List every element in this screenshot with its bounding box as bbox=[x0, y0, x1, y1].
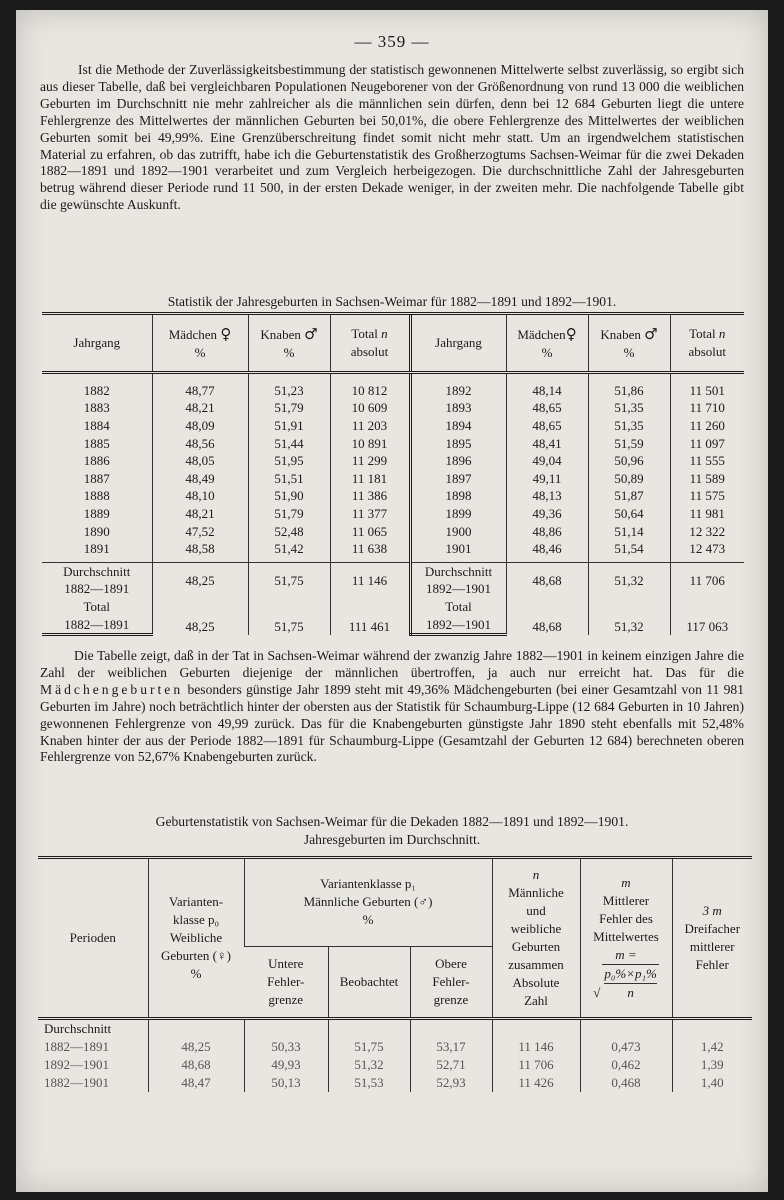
header-knaben-2: Knaben ♂ % bbox=[588, 314, 670, 373]
header-untere: Untere Fehler- grenze bbox=[244, 946, 328, 1018]
birth-statistics-table bbox=[42, 312, 744, 636]
header-n: n Männliche und weibliche Geburten zusammen Absolute Zahl bbox=[492, 858, 580, 1019]
table-row: 1882 48,77 51,23 10 812 1892 48,14 51,86 11 501 bbox=[42, 373, 744, 400]
table-row: 1888 48,10 51,90 11 386 1898 48,13 51,87 11 575 bbox=[42, 488, 744, 506]
table-row: 1886 48,05 51,95 11 299 1896 49,04 50,96 11 555 bbox=[42, 452, 744, 470]
female-symbol-icon: ♀ bbox=[565, 324, 577, 343]
table-row: 1884 48,09 51,91 11 203 1894 48,65 51,35 11 260 bbox=[42, 417, 744, 435]
paragraph-intro: Ist die Methode der Zuverlässigkeitsbestimmung der statistisch gewonnenen Mittelwerte selbst zuverlässig, so ergibt sich aus dieser Tabelle, daß bei vergleichbaren Populationen Neugeborener von der Größenordnung von rund 13 000 die weiblichen Geburten im Durchschnitt nie mehr zahlreicher als die männlichen sein dürfen, denn bei 12 684 Geburten liegt die untere Fehlergrenze des Mittelwertes der männlichen Geburten bei 50,01%, die obere Fehlergrenze des Mittelwertes der weiblichen Geburten somit bei 49,99%. Eine Grenzüberschreitung findet somit nicht mehr statt. Um an irgendwelchem statistischen Material zu erfahren, ob das zutrifft, habe ich die Geburtenstatistik des Großherzogtums Sachsen-Weimar für die zwei Dekaden 1882—1891 und 1892—1901 verarbeitet und zum Vergleich herbeigezogen. Die durchschnittliche Zahl der Jahresgeburten betrug während dieser Periode rund 11 500, in der ersten Dekade weniger, in der zweiten mehr. Die nachfolgende Tabelle gibt die gewünschte Auskunft. bbox=[40, 62, 744, 213]
table1-average-period-row: 1882—1891 1892—1901 bbox=[42, 581, 744, 599]
page-number: — 359 — bbox=[354, 32, 430, 51]
header-beobachtet: Beobachtet bbox=[328, 946, 410, 1018]
female-symbol-icon: ♀ bbox=[220, 324, 232, 343]
table2-caption: Geburtenstatistik von Sachsen-Weimar für die Dekaden 1882—1891 und 1892—1901. bbox=[155, 814, 629, 829]
table1-caption: Statistik der Jahresgeburten in Sachsen-Weimar für 1882—1891 und 1892—1901. bbox=[167, 294, 617, 309]
header-p1: Variantenklasse p₁ Männliche Geburten (♂) % bbox=[244, 858, 492, 947]
table2-subcaption: Jahresgeburten im Durchschnitt. bbox=[303, 832, 481, 847]
header-m: m Mittlerer Fehler des Mittelwertes m = √ $\frac{\text{p₀\%×p₁\%}}{n}$ bbox=[580, 858, 672, 1019]
table2-label-row: Durchschnitt bbox=[38, 1019, 752, 1039]
header-total: Total n absolut bbox=[330, 314, 410, 373]
table1-average-label-row: Durchschnitt 48,25 51,75 11 146 Durchschnitt 48,68 51,32 11 706 bbox=[42, 562, 744, 580]
table-row: 1882—1901 48,47 50,13 51,53 52,93 11 426 0,468 1,40 bbox=[38, 1074, 752, 1092]
table-row: 1891 48,58 51,42 11 638 1901 48,46 51,54 12 473 bbox=[42, 540, 744, 562]
table-row: 1887 48,49 51,51 11 181 1897 49,11 50,89 11 589 bbox=[42, 470, 744, 488]
table2-header-row bbox=[38, 858, 752, 947]
header-3m: 3 m Dreifacher mittlerer Fehler bbox=[672, 858, 752, 1019]
decade-statistics-table bbox=[38, 856, 752, 1092]
table-row: 1892—1901 48,68 49,93 51,32 52,71 11 706 0,462 1,39 bbox=[38, 1056, 752, 1074]
table-row: 1882—1891 48,25 50,33 51,75 53,17 11 146 0,473 1,42 bbox=[38, 1038, 752, 1056]
sqrt-formula: √ $\frac{\text{p₀\%×p₁\%}}{n}$ bbox=[593, 966, 657, 1000]
header-knaben: Knaben ♂ % bbox=[248, 314, 330, 373]
header-obere: Obere Fehler- grenze bbox=[410, 946, 492, 1018]
paragraph-analysis: Die Tabelle zeigt, daß in der Tat in Sachsen-Weimar während der zwanzig Jahre 1882—1901 in keinem einzigen Jahre die Zahl der weiblichen Geburten diejenige der männlichen übertroffen, ja auch nur erreicht hat. Das für die Mädchengeburten besonders günstige Jahr 1899 steht mit 49,36% Mädchengeburten (bei einer Gesamtzahl von 11 981 Geburten im Jahre) noch beträchtlich hinter der obersten aus der Statistik für Schaumburg-Lippe (12 684 Geburten in 10 Jahren) gewonnenen Fehlergrenze von 49,99 zurück. Das für die Knabengeburten günstigste Jahr 1890 steht ebenfalls mit 52,48% Knaben hinter der aus der Periode 1882—1891 für Schaumburg-Lippe (Gesamtzahl der Geburten 12 684) berechneten oberen Fehlergrenze von 52,67% Knabengeburten zurück. bbox=[40, 648, 744, 765]
table-row: 1889 48,21 51,79 11 377 1899 49,36 50,64 11 981 bbox=[42, 505, 744, 523]
table1-header-row bbox=[42, 314, 744, 373]
header-jahrgang-2: Jahrgang bbox=[410, 314, 506, 373]
header-jahrgang: Jahrgang bbox=[42, 314, 152, 373]
table-row: 1885 48,56 51,44 10 891 1895 48,41 51,59 11 097 bbox=[42, 435, 744, 453]
table1-total-period-row: 1882—1891 1892—1901 bbox=[42, 616, 744, 635]
book-page bbox=[16, 10, 768, 1192]
table-row: 1883 48,21 51,79 10 609 1893 48,65 51,35 11 710 bbox=[42, 400, 744, 418]
male-symbol-icon: ♂ bbox=[304, 324, 318, 343]
table-row: 1890 47,52 52,48 11 065 1900 48,86 51,14 12 322 bbox=[42, 523, 744, 541]
male-symbol-icon: ♂ bbox=[644, 324, 658, 343]
header-maedchen-2: Mädchen♀ % bbox=[506, 314, 588, 373]
header-perioden: Perioden bbox=[38, 858, 148, 1019]
table1-total-label-row: Total 48,25 51,75 111 461 Total 48,68 51,32 117 063 bbox=[42, 598, 744, 616]
header-total-2: Total n absolut bbox=[670, 314, 744, 373]
header-p0: Varianten- klasse p₀ Weibliche Geburten (♀) % bbox=[148, 858, 244, 1019]
header-maedchen: Mädchen ♀ % bbox=[152, 314, 248, 373]
